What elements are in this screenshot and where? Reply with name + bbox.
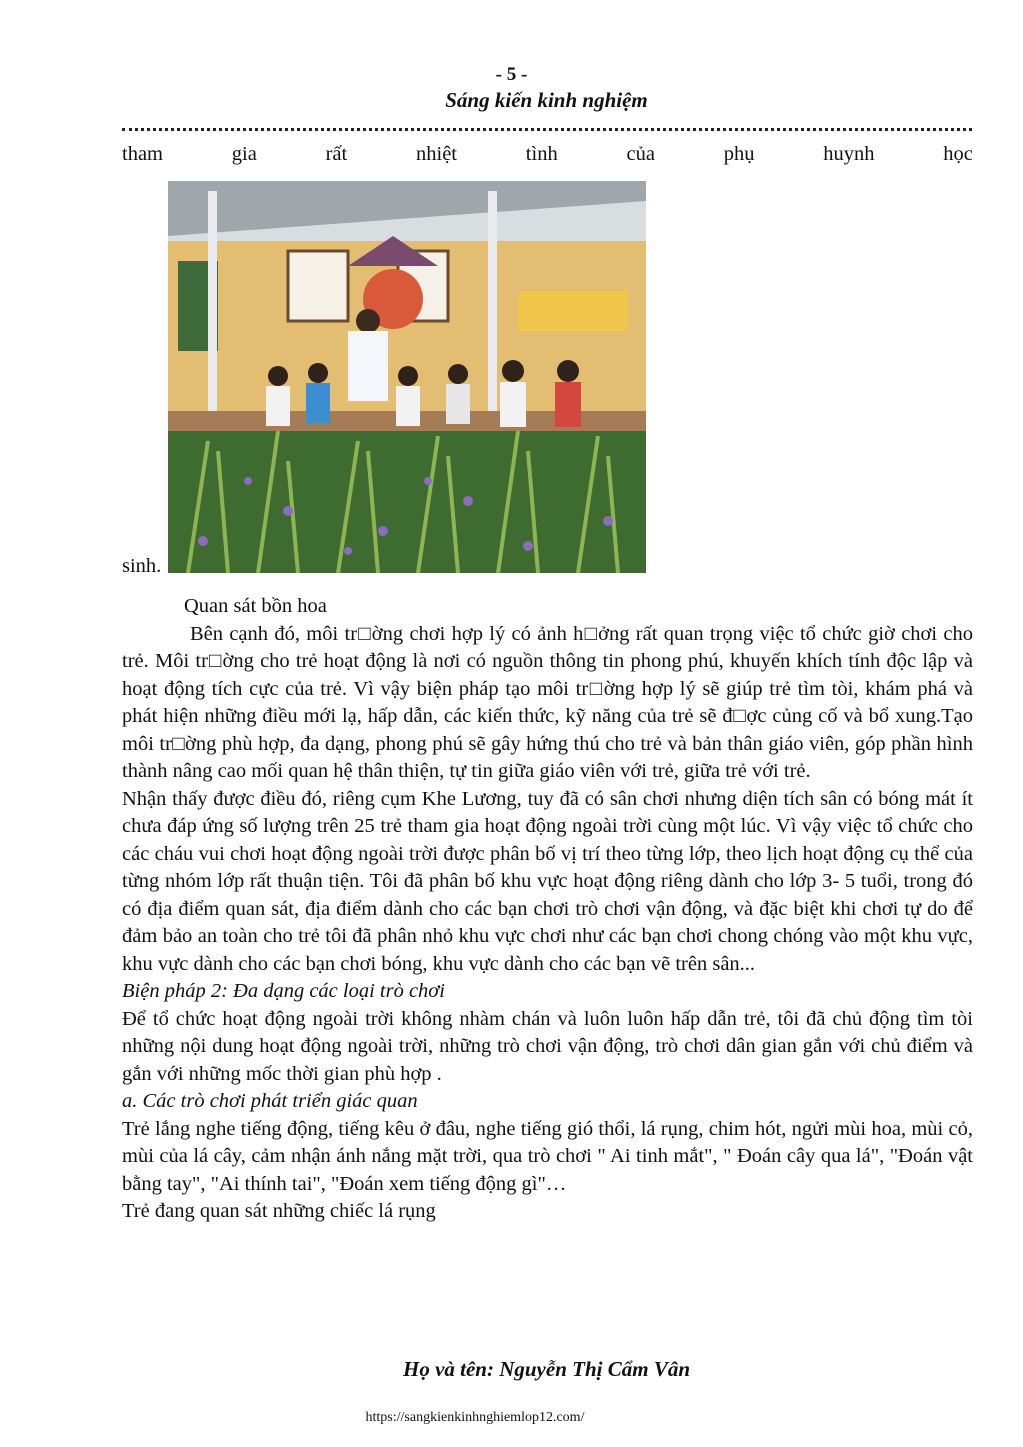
section-heading-bien-phap-2: Biện pháp 2: Đa dạng các loại trò chơi (122, 980, 445, 1002)
photo-teacher-children-flowerbed (168, 181, 646, 573)
page-number: - 5 - (495, 64, 528, 85)
intro-word: phụ (723, 143, 755, 165)
intro-word: tình (525, 143, 558, 165)
intro-tail-word: sinh. (122, 555, 162, 577)
paragraph-senses-games: Trẻ lắng nghe tiếng động, tiếng kêu ở đâu, nghe tiếng gió thổi, lá rụng, chim hót, ngửi mùi hoa, mùi cỏ, mùi của lá cây, cảm nhận ánh nắng mặt trời, qua trò chơi " Ai tinh mắt", " Đoán cây qua lá", "Đoán vật bằng tay", "Ai thính tai", "Đoán xem tiếng động gì"… (122, 1117, 973, 1195)
intro-word: học (943, 143, 973, 165)
photo-caption: Quan sát bồn hoa (184, 595, 327, 617)
paragraph-khe-luong: Nhận thấy được điều đó, riêng cụm Khe Lương, tuy đã có sân chơi nhưng diện tích sân có bóng mát ít chưa đáp ứng số lượng trên 25 trẻ tham gia hoạt động ngoài trời cùng một lúc. Vì vậy việc tổ chức cho các cháu vui chơi hoạt động ngoài trời được phân bố vị trí theo từng lớp, theo lịch hoạt động cụ thể của từng nhóm lớp rất thuận tiện. Tôi đã phân bố khu vực hoạt động riêng dành cho lớp 3- 5 tuổi, trong đó có địa điểm quan sát, địa điểm dành cho các bạn chơi trò chơi vận động, và đặc biệt khi chơi tự do để đảm bảo an toàn cho trẻ tôi đã phân nhỏ khu vực chơi như các bạn chơi chong chóng vào một khu vực, khu vực dành cho các bạn chơi bóng, khu vực dành cho các bạn vẽ trên sân... (122, 787, 973, 975)
paragraph-games-intro: Để tổ chức hoạt động ngoài trời không nhàm chán và luôn luôn hấp dẫn trẻ, tôi đã chủ động tìm tòi những nội dung hoạt động ngoài trời, những trò chơi vận động, trò chơi dân gian gắn với chủ điểm và gắn với những mốc thời gian phù hợp . (122, 1007, 973, 1085)
document-title: Sáng kiến kinh nghiệm (445, 88, 648, 112)
dotted-divider (122, 128, 972, 131)
intro-word: gia (231, 143, 257, 165)
intro-word: nhiệt (416, 143, 458, 165)
body-text-block (122, 593, 973, 1226)
intro-word: rất (325, 143, 348, 165)
intro-word: huynh (823, 143, 875, 165)
footer-url[interactable]: https://sangkienkinhnghiemlop12.com/ (365, 1410, 585, 1425)
subsection-heading-senses: a. Các trò chơi phát triển giác quan (122, 1090, 418, 1112)
paragraph-leaves-caption: Trẻ đang quan sát những chiếc lá rụng (122, 1200, 436, 1222)
intro-justified-line (122, 141, 973, 169)
intro-word: của (626, 143, 655, 165)
intro-word: tham (122, 143, 163, 165)
paragraph-environment: Bên cạnh đó, môi tr□ờng chơi hợp lý có ảnh h□ởng rất quan trọng việc tổ chức giờ chơi cho trẻ. Môi tr□ờng cho trẻ hoạt động là nơi có nguồn thông tin phong phú, khuyến khích tính độc lập và hoạt động tích cực của trẻ. Vì vậy biện pháp tạo môi tr□ờng hợp lý sẽ giúp trẻ tìm tòi, khám phá và phát hiện những điều mới lạ, hấp dẫn, các kiến thức, kỹ năng của trẻ sẽ đ□ợc củng cố và bổ xung.Tạo môi tr□ờng phù hợp, đa dạng, phong phú sẽ gây hứng thú cho trẻ và bản thân giáo viên, góp phần hình thành nâng cao mối quan hệ thân thiện, tự tin giữa giáo viên với trẻ, giữa trẻ với trẻ. (122, 622, 973, 782)
footer-author: Họ và tên: Nguyễn Thị Cẩm Vân (402, 1357, 691, 1381)
